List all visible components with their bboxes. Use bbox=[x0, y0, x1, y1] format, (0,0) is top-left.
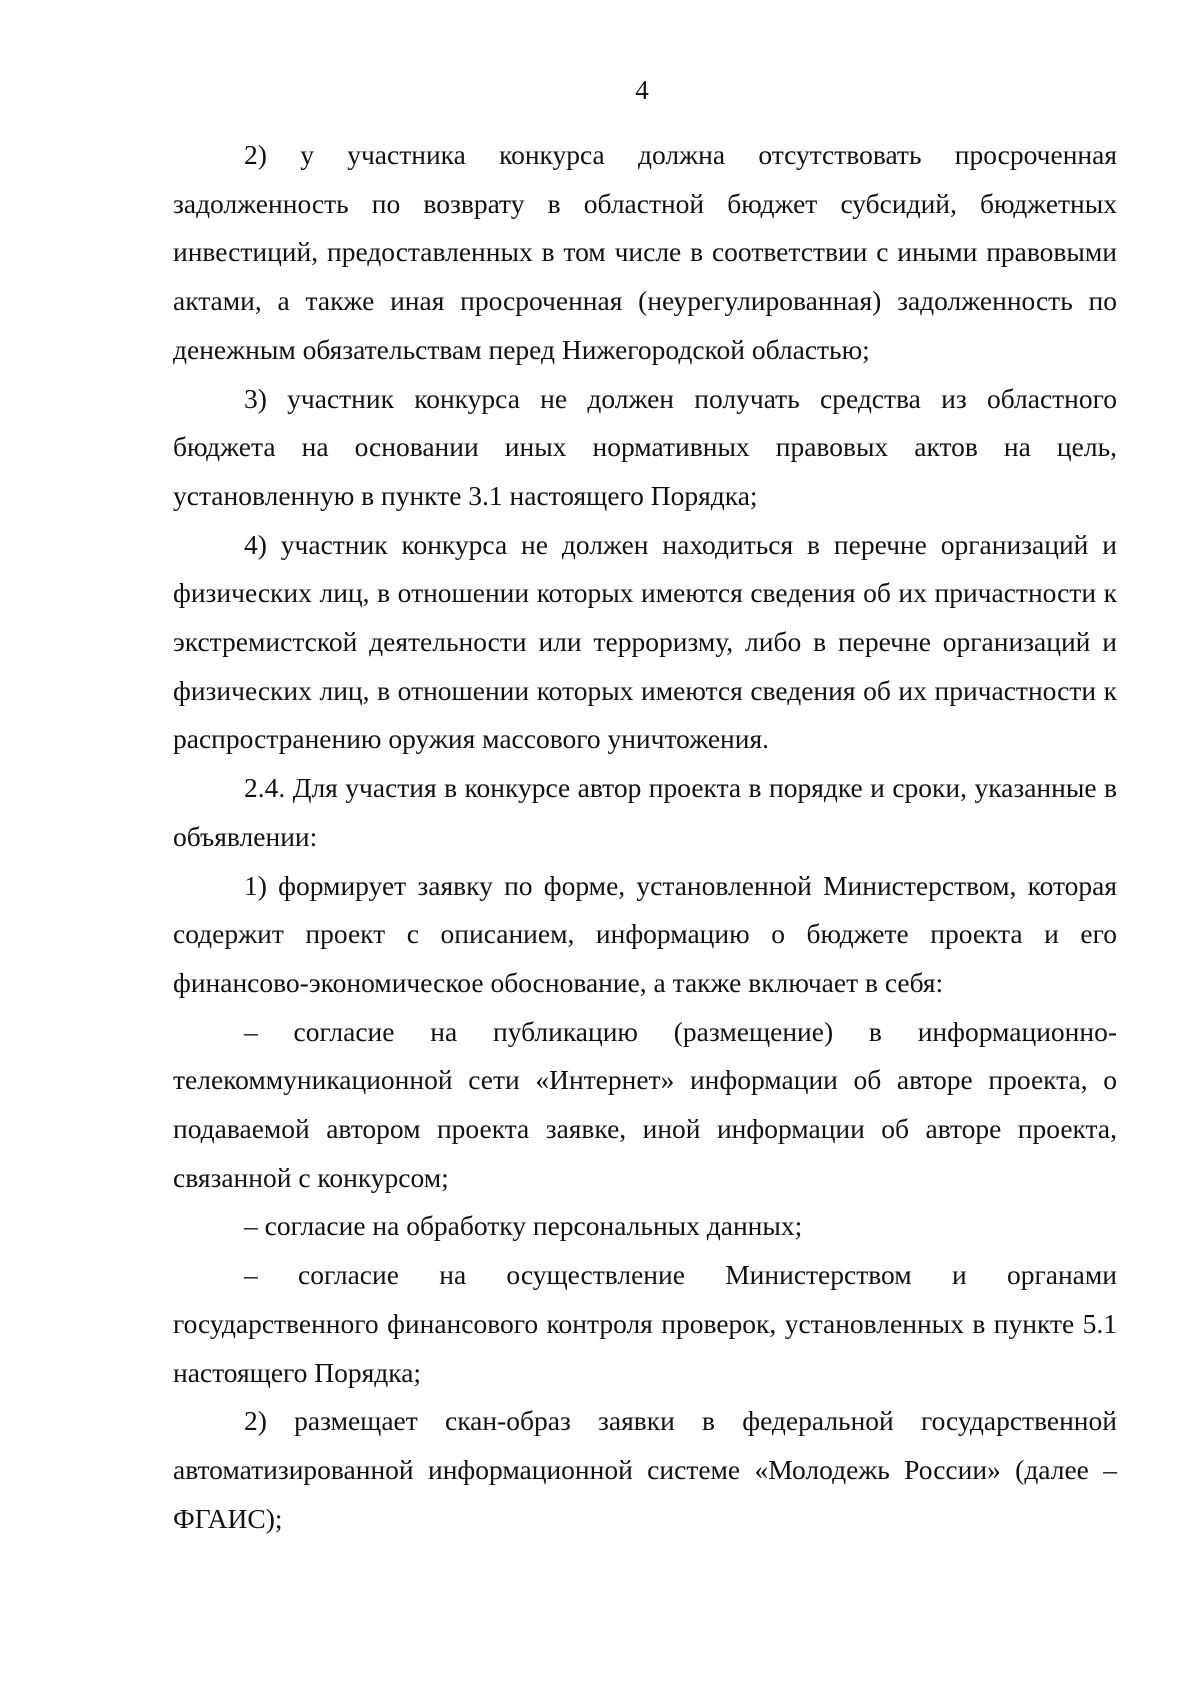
paragraph: – согласие на обработку персональных данных; bbox=[244, 1210, 803, 1242]
page-number: 4 bbox=[635, 75, 649, 105]
paragraph: – согласие на осуществление Министерством и органами государственного финансового контроля проверок, установленных в пункте 5.1 настоящего Порядка; bbox=[173, 1259, 1117, 1388]
document-body bbox=[173, 131, 1117, 1543]
paragraph: 2) у участника конкурса должна отсутствовать просроченная задолженность по возврату в областной бюджет субсидий, бюджетных инвестиций, предоставленных в том числе в соответствии с иными правовыми актами, а также иная просроченная (неурегулированная) задолженность по денежным обязательствам перед Нижегородской областью; bbox=[173, 139, 1117, 365]
paragraph: 3) участник конкурса не должен получать средства из областного бюджета на основании иных нормативных правовых актов на цель, установленную в пункте 3.1 настоящего Порядка; bbox=[173, 382, 1117, 511]
paragraph: 2.4. Для участия в конкурсе автор проекта в порядке и сроки, указанные в объявлении: bbox=[173, 772, 1117, 852]
paragraph: – согласие на публикацию (размещение) в информационно-телекоммуникационной сети «Интернет» информации об авторе проекта, о подаваемой автором проекта заявке, иной информации об авторе проекта, связанной с конкурсом; bbox=[173, 1015, 1117, 1193]
paragraph: 4) участник конкурса не должен находиться в перечне организаций и физических лиц, в отношении которых имеются сведения об их причастности к экстремистской деятельности или терроризму, либо в перечне организаций и физических лиц, в отношении которых имеются сведения об их причастности к распространению оружия массового уничтожения. bbox=[173, 528, 1117, 755]
paragraph: 2) размещает скан-образ заявки в федеральной государственной автоматизированной информационной системе «Молодежь России» (далее – ФГАИС); bbox=[173, 1405, 1117, 1534]
paragraph: 1) формирует заявку по форме, установленной Министерством, которая содержит проект с описанием, информацию о бюджете проекта и его финансово-экономическое обоснование, а также включает в себя: bbox=[173, 869, 1117, 998]
